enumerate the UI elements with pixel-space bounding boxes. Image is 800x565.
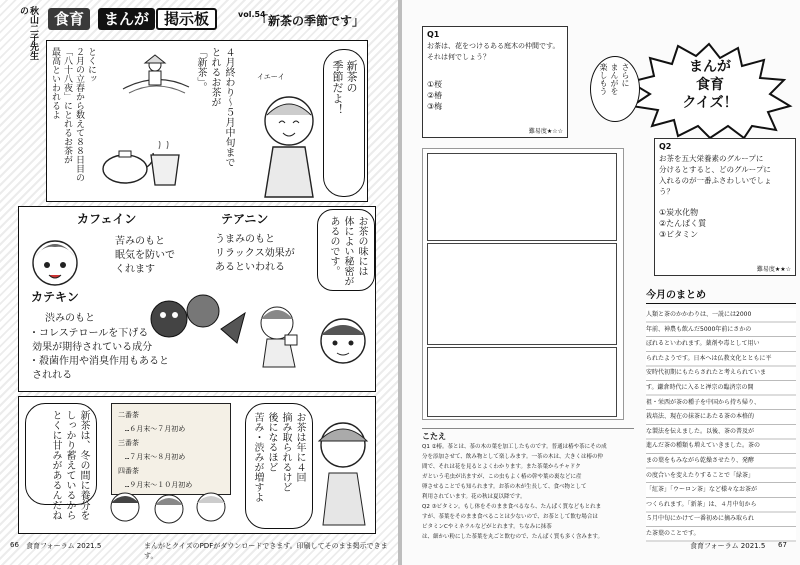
catechin-text: 渋みのもと [45,313,95,324]
mini-panel-3 [427,347,617,417]
mini-comic [422,148,624,420]
footer-left-page: 66 [10,541,19,549]
quiz-q1 [422,26,568,138]
theanine-text: うまみのもと リラックス効果が あるといわれる [215,234,295,273]
comic-panel-1 [46,40,368,202]
teacup-icon [147,141,183,187]
panel3-bubble-left-text: 新茶は、冬の間に養分を しっかり蓄えているから とくに甘みがあるんだね [50,410,89,520]
farmer-illustration [121,49,191,99]
page-title: 「新茶の季節です」 [256,14,365,28]
header [8,6,390,60]
harvest-scroll-text: 二番茶 …６月末〜７月初め 三番茶 …７月末〜８月初め 四番茶 …９月末〜１０月初め [118,411,193,489]
comic-panel-3 [18,396,376,534]
panel3-bubble-right-text: お茶は年に４回 摘み取られるけど 後になるほど 苦み・渋みが増すよ [252,412,305,502]
panel1-notes: とくにッ ２月の立春から数えて８８日目の 「八十八夜」にとれるお茶が 最高といわれるよ [50,47,96,182]
q1-level: 難易度★☆☆ [528,128,563,135]
q1-text: お茶は、花をつけるある庭木の仲間です。 それは何でしょう？ [427,42,560,61]
panel2-bubble [317,209,375,291]
caffeine-heading: カフェイン [77,212,137,226]
author-label: 秋山二子先生の [18,6,38,60]
panel2-bubble-text: お茶の味には 体によい秘密が あるのです。 [328,216,367,286]
panel1-text: ４月終わり〜５月中旬まで とれるお茶が 「新茶」。 [195,47,234,167]
mini-panel-2 [427,243,617,345]
theanine-heading: テアニン [221,212,269,226]
grandma-with-scarf [315,417,373,527]
teapot-icon [95,139,155,187]
q2-label: Q2 [659,142,672,151]
boy-character [313,311,373,381]
footer-left-mag: 食育フォーラム 2021.5 [26,542,102,550]
volume-label: vol.54 [238,10,266,19]
q2-text: お茶を五大栄養素のグループに 分けるとすると、どのグループに 入れるのが一番ふさわしいでしょ う？ [659,154,772,196]
quiz-q2 [654,138,796,276]
comic-panel-2 [18,206,376,392]
harvest-scroll [111,403,231,495]
quiz-side-text: さらに まんがを 楽しもう [599,63,630,95]
left-page [0,0,398,565]
farmer-group [99,485,239,531]
summary-title: 今月のまとめ [646,286,796,304]
answers-title: こたえ [422,432,446,441]
summary-text: 人類と茶のかかわりは、一説には2000 年前、神農も飲んだ5000年前にさかの ぼれるといわれます。薬剤や毒として用い られたようです。日本へは仏教文化とともに平 安時代初期にもたらされたと考えられていま す。鎌倉時代に入ると禅宗の臨済宗の開 祖・栄西が茶の種子を中国から持ち帰り、 栽培法、現在の抹茶にあたる茶の本格的 な製法を伝えました。以後、茶の普及が 進んだ茶の種類も増えていきました。茶の まの葉をもみながら乾燥させたり、発酵 の度合いを変えたりすることで「緑茶」 「紅茶」「ウーロン茶」など様々なお茶が つくられます。「新茶」は、４月中旬から ５月中旬にかけて一番初めに摘み取られ た茶葉のことです。 [646,308,796,542]
panel1-bubble [323,49,365,197]
summary-section [646,286,796,538]
catechin-heading: カテキン [31,290,79,304]
q2-level: 難易度★★☆ [756,266,791,273]
q2-options: ①炭水化物 ②たんぱく質 ③ビタミン [659,208,707,239]
caffeine-character [27,231,83,291]
right-page [402,0,800,565]
panel1-sfx: イエーイ [257,73,285,81]
footer-left-note: まんがとクイズのPDFがダウンロードできます。印刷してそのまま掲示できます。 [144,542,388,560]
tag-food: 食育 [48,8,90,30]
quiz-burst-title: まんが 食育 クイズ！ [682,59,738,111]
answers-section [422,428,634,540]
girl-drinking-tea [255,299,305,369]
caffeine-text: 苦みのもと 眠気を防いで くれます [115,236,175,275]
quiz-side-bubble [590,56,640,122]
answers-text: Q1 ②椿。茶とは、茶の木の葉を加工したものです。普通は椿や茶にその成 分を添加させて、飲み物として楽しみます。一茶の木は、大きくは椿の仲 間で、それは花を見るとよくわかります。また茶葉からチャドク ガという毛虫が出ますが、この虫もよく椿の幹や葉の裏などに産 卵させることでも知られます。お茶の木が生長して、食べ物として 利用されています。花の秋は夏以降です。 Q2 ③ビタミン。もし体をそのまま食べるなら、たんぱく質などもとれま すが、茶葉をそのまま食べることは少ないので、お茶として飲む場合は ビタミンCやミネラルなどがとれます。ちなみに抹茶 は、細かい粉にした茶葉を丸ごと飲むので、たんぱく質も多く含みます。 [422,444,607,540]
q1-options: ①桜 ②椿 ③梅 [427,80,443,111]
tag-manga: まんが [98,8,155,30]
footer-right-mag: 食育フォーラム 2021.5 [690,542,766,550]
mini-panel-1 [427,153,617,241]
footer-right-page: 67 [778,541,787,549]
panel3-bubble-left [25,403,97,520]
catechin-list: ・コレステロールを下げる 効果が期待されている成分 ・殺菌作用や消臭作用もあると されれる [29,328,169,381]
panel1-bubble-text: 新茶の 季節だよ！ [331,60,358,115]
panel3-bubble-right [245,403,313,529]
tag-board: 掲示板 [156,8,217,30]
grandma-character [253,89,325,199]
q1-label: Q1 [427,30,440,39]
